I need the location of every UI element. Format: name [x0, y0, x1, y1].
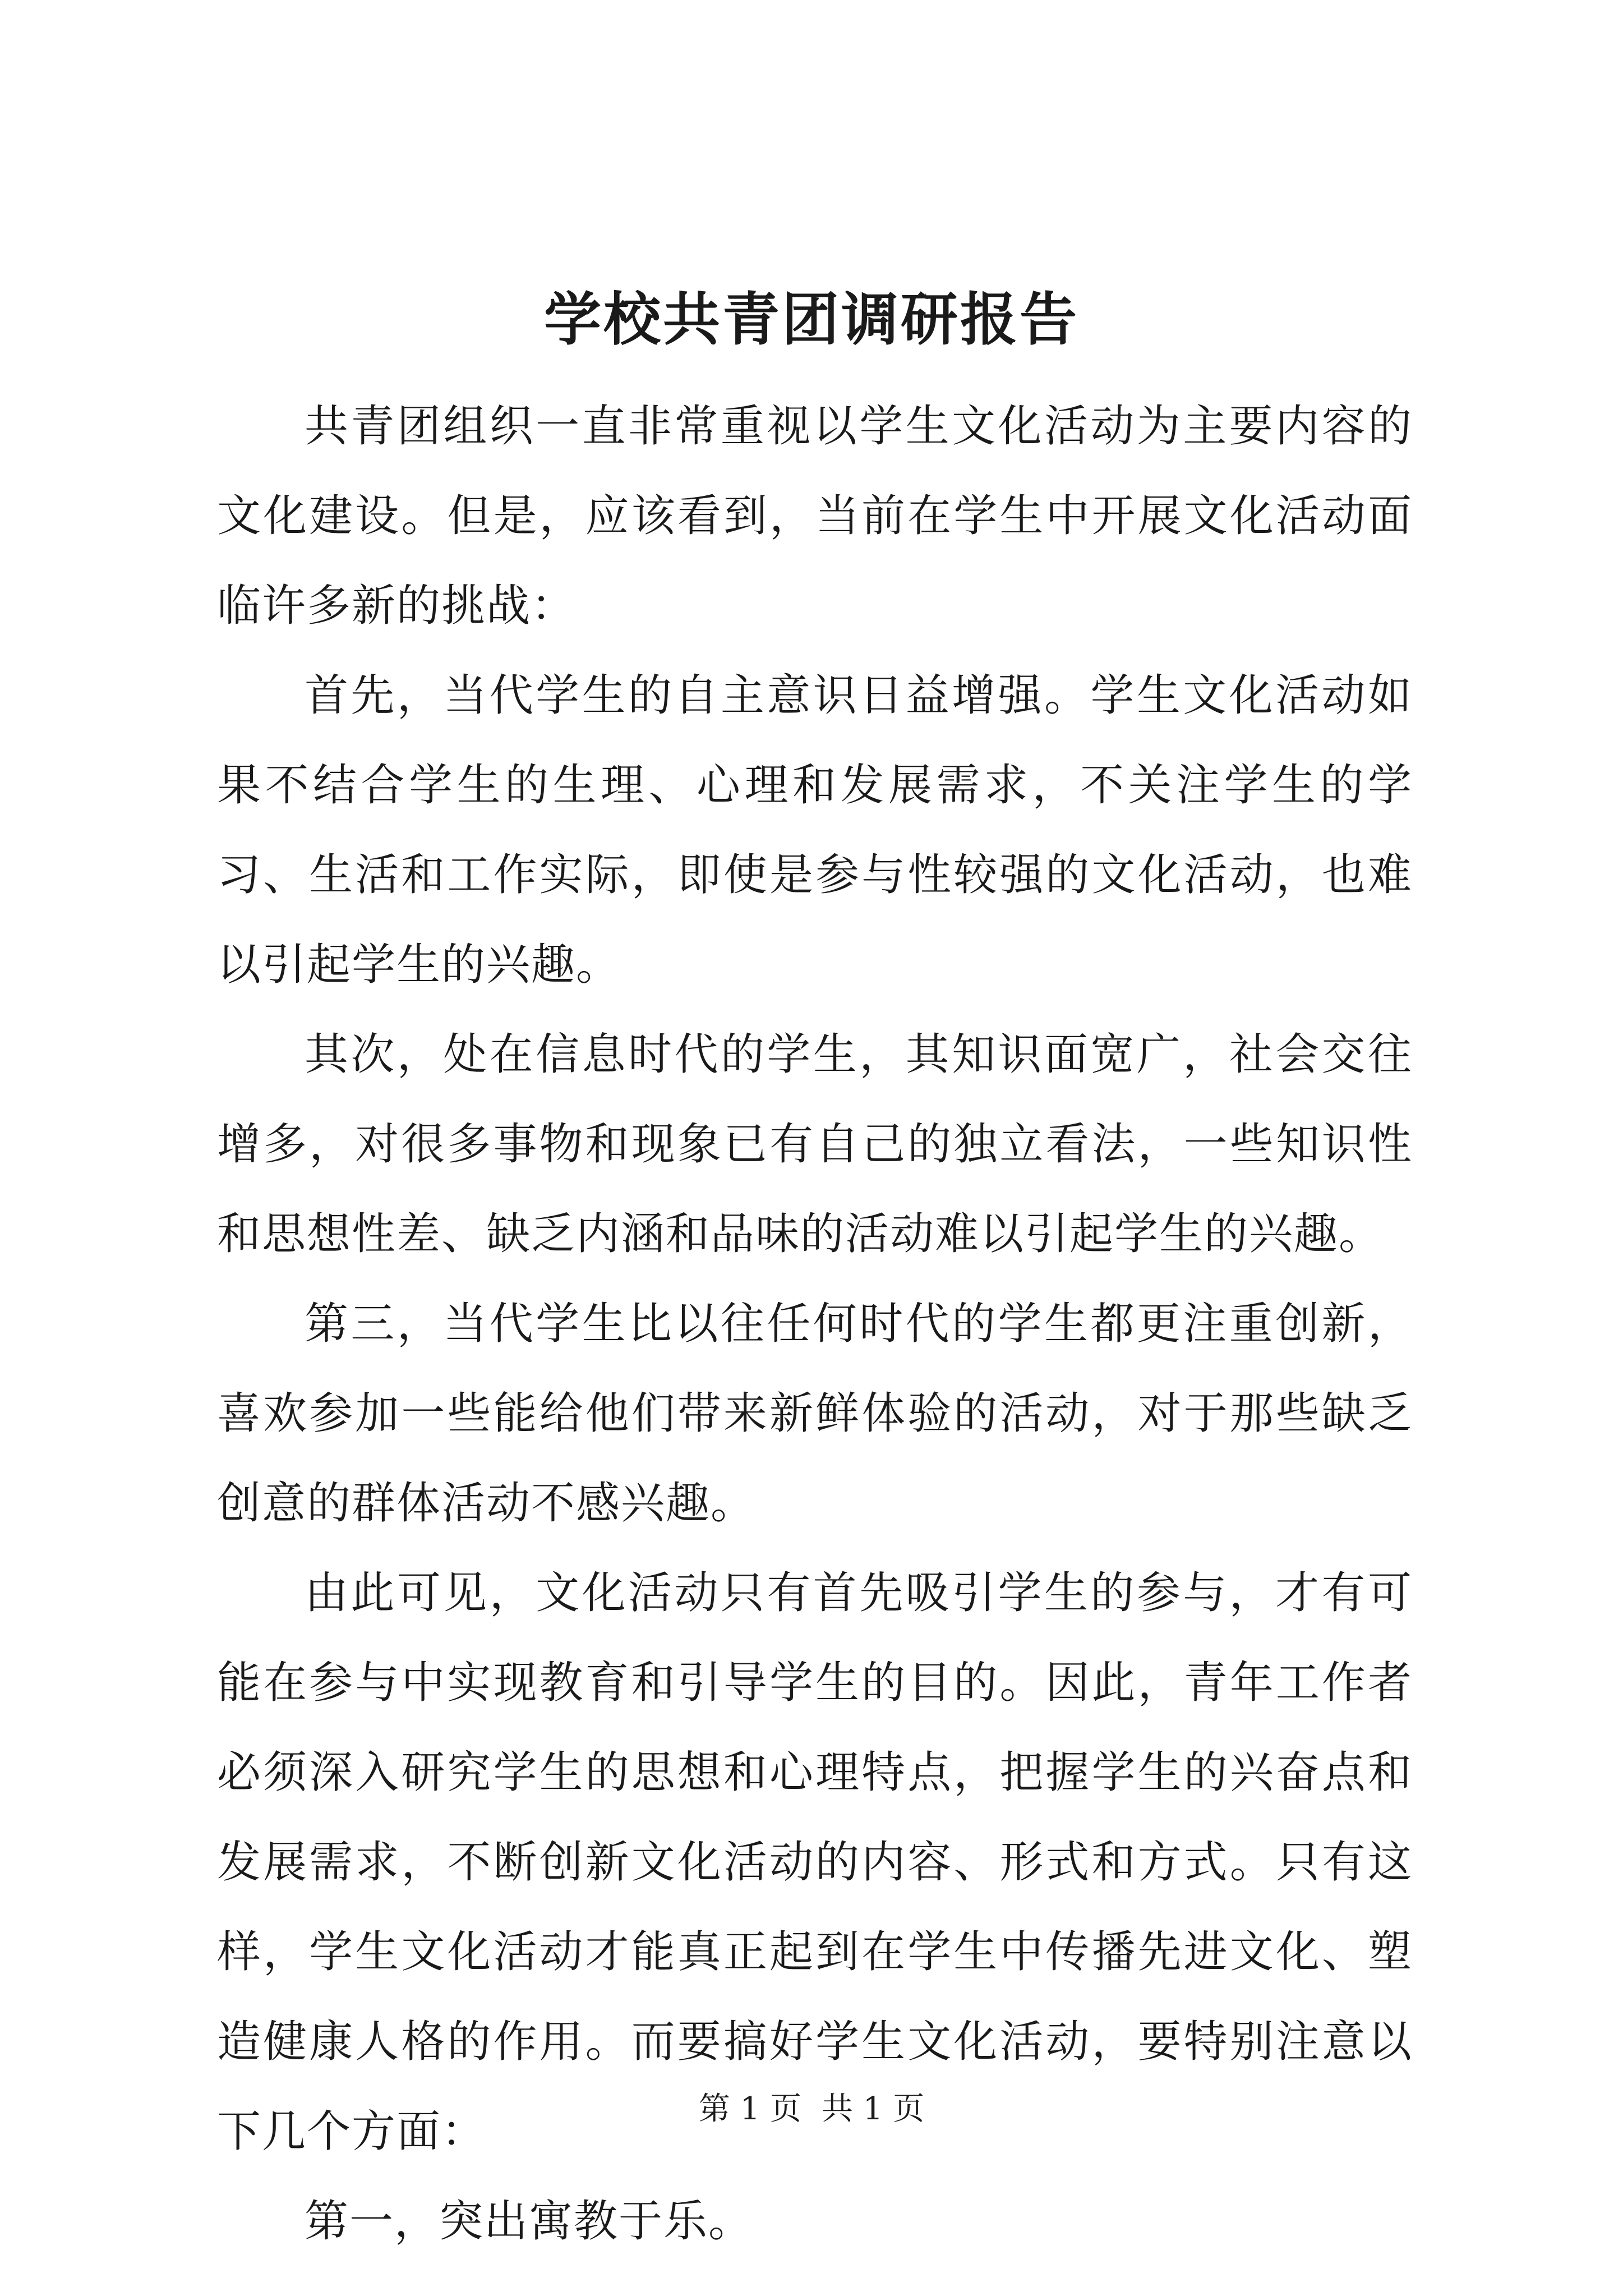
paragraph: 共青团组织一直非常重视以学生文化活动为主要内容的文化建设。但是，应该看到，当前在学生中开展文化活动面临许多新的挑战： — [217, 401, 1413, 631]
document-title: 学校共青团调研报告 — [544, 286, 1079, 353]
page-number-total: 共 1 页 — [822, 2091, 925, 2127]
paragraph: 其次，处在信息时代的学生，其知识面宽广，社会交往增多，对很多事物和现象已有自己的独立看法，一些知识性和思想性差、缺乏内涵和品味的活动难以引起学生的兴趣。 — [217, 1029, 1413, 1259]
paragraph: 由此可见，文化活动只有首先吸引学生的参与，才有可能在参与中实现教育和引导学生的目的。因此，青年工作者必须深入研究学生的思想和心理特点，把握学生的兴奋点和发展需求，不断创新文化活动的内容、形式和方式。只有这样，学生文化活动才能真正起到在学生中传播先进文化、塑造健康人格的作用。而要搞好学生文化活动，要特别注意以下几个方面： — [217, 1568, 1413, 2157]
page-number-current: 第 1 页 — [698, 2091, 801, 2127]
paragraph: 第一，突出寓教于乐。 — [305, 2196, 754, 2247]
paragraph: 首先，当代学生的自主意识日益增强。学生文化活动如果不结合学生的生理、心理和发展需求，不关注学生的学习、生活和工作实际，即使是参与性较强的文化活动，也难以引起学生的兴趣。 — [217, 670, 1413, 990]
page-footer — [0, 2087, 1623, 2132]
paragraph: 第三，当代学生比以往任何时代的学生都更注重创新，喜欢参加一些能给他们带来新鲜体验的活动，对于那些缺乏创意的群体活动不感兴趣。 — [217, 1299, 1413, 1529]
document-body — [217, 381, 1413, 2266]
